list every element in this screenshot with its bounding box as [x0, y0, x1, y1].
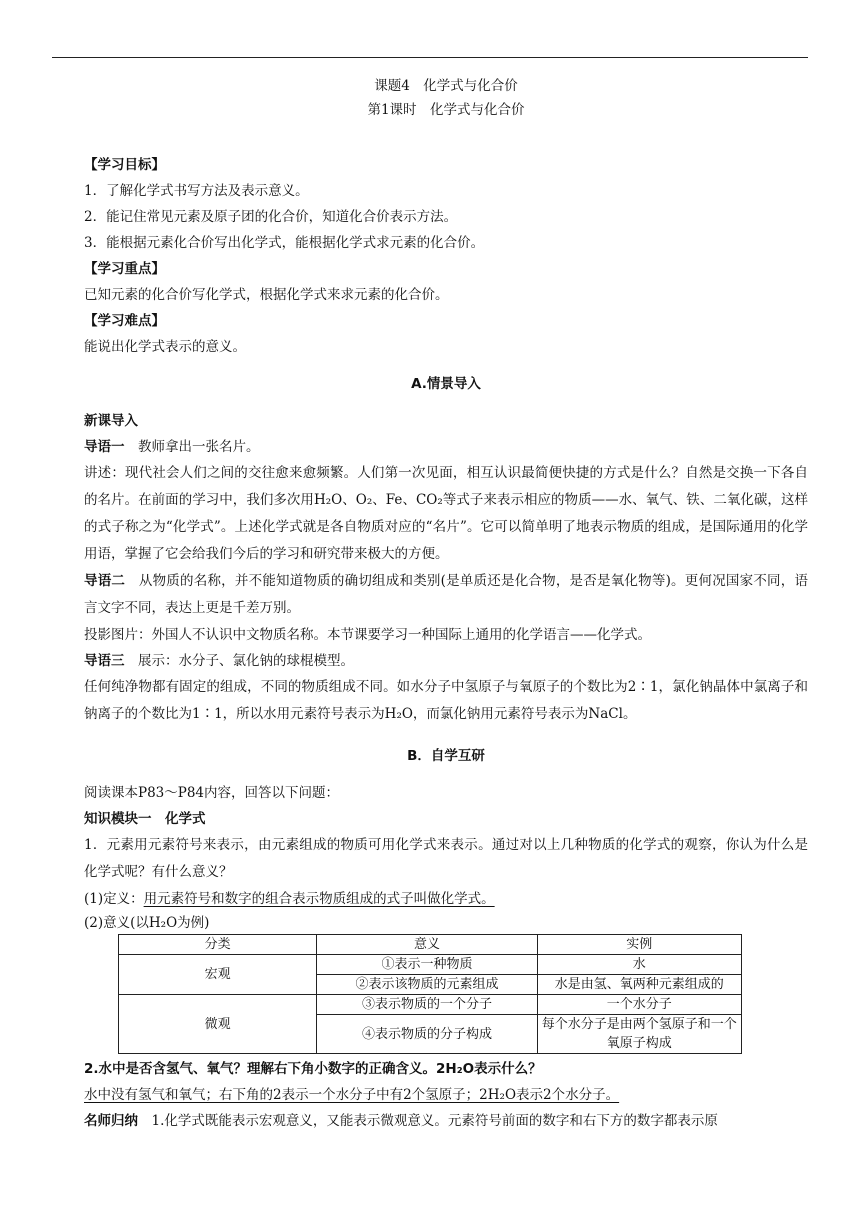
- pure-substance-paragraph: 任何纯净物都有固定的组成，不同的物质组成不同。如水分子中氢原子与氧原子的个数比为2∶1，氯化钠晶体中氯离子和钠离子的个数比为1∶1，所以水用元素符号表示为H₂O，而氯化钠用元素符号表示为NaCl。: [84, 679, 808, 722]
- module-label: 知识模块一 化学式: [84, 811, 206, 827]
- question-1: 1．元素用元素符号来表示，由元素组成的物质可用化学式来表示。通过对以上几种物质的化学式的观察，你认为什么是化学式呢？有什么意义？: [84, 837, 808, 880]
- guide3-label: 导语三: [84, 653, 125, 669]
- table-cell-example: 一个水分子: [537, 995, 741, 1015]
- definition-answer: 用元素符号和数字的组合表示物质组成的式子叫做化学式。: [143, 891, 495, 907]
- table-cell-example: 水是由氢、氧两种元素组成的: [537, 975, 741, 995]
- table-header: 实例: [537, 935, 741, 955]
- table-cell-meaning: ④表示物质的分子构成: [317, 1015, 537, 1054]
- section-a-heading: A.情景导入: [411, 376, 481, 392]
- table-header: 分类: [119, 935, 317, 955]
- intro-label: 新课导入: [84, 413, 138, 429]
- summary-label: 名师归纳: [84, 1113, 138, 1129]
- table-header-row: [119, 935, 742, 955]
- meaning-table: [118, 934, 742, 1054]
- guide3-text: 展示：水分子、氯化钠的球棍模型。: [124, 653, 354, 669]
- table-cell-meaning: ③表示物质的一个分子: [317, 995, 537, 1015]
- lecture-paragraph: 讲述：现代社会人们之间的交往愈来愈频繁。人们第一次见面，相互认识最简便快捷的方式是什么？自然是交换一下各自的名片。在前面的学习中，我们多次用H₂O、O₂、Fe、CO₂等式子来表示相应的物质——水、氧气、铁、二氧化碳，这样的式子称之为“化学式”。上述化学式就是各自物质对应的“名片”。它可以简单明了地表示物质的组成，是国际通用的化学用语，掌握了它会给我们今后的学习和研究带来极大的方便。: [84, 465, 808, 562]
- objective-item-3: 3．能根据元素化合价写出化学式，能根据化学式求元素的化合价。: [84, 235, 485, 251]
- table-row: [119, 955, 742, 975]
- question-2-answer: 水中没有氢气和氧气；右下角的2表示一个水分子中有2个氢原子；2H₂O表示2个水分子。: [84, 1087, 620, 1103]
- table-row: [119, 995, 742, 1015]
- table-cell-example: 每个水分子是由两个氢原子和一个氧原子构成: [537, 1015, 741, 1054]
- definition-label: (1)定义：: [84, 891, 144, 907]
- table-cell-meaning: ①表示一种物质: [317, 955, 537, 975]
- difficulties-text: 能说出化学式表示的意义。: [84, 339, 246, 355]
- top-rule: [52, 57, 808, 58]
- table-cell-category: 宏观: [119, 955, 317, 995]
- section-b-heading: B．自学互研: [407, 748, 485, 764]
- summary-text: 1.化学式既能表示宏观意义，又能表示微观意义。元素符号前面的数字和右下方的数字都表示原: [138, 1113, 718, 1129]
- difficulties-heading: 【学习难点】: [84, 313, 165, 329]
- projection-text: 投影图片：外国人不认识中文物质名称。本节课要学习一种国际上通用的化学语言——化学式。: [84, 627, 651, 643]
- lesson-title: 课题4 化学式与化合价: [374, 78, 518, 94]
- key-points-heading: 【学习重点】: [84, 261, 165, 277]
- key-points-text: 已知元素的化合价写化学式，根据化学式来求元素的化合价。: [84, 287, 449, 303]
- lesson-subtitle: 第1课时 化学式与化合价: [367, 102, 525, 118]
- question-2: 2.水中是否含氢气、氧气？理解右下角小数字的正确含义。2H₂O表示什么？: [84, 1061, 542, 1077]
- objective-item-1: 1．了解化学式书写方法及表示意义。: [84, 183, 309, 199]
- meaning-label: (2)意义(以H₂O为例): [84, 915, 210, 931]
- guide2-text: 从物质的名称，并不能知道物质的确切组成和类别(是单质还是化合物，是否是氧化物等)。更何况国家不同，语言文字不同，表达上更是千差万别。: [84, 573, 808, 616]
- guide2-label: 导语二: [84, 573, 126, 589]
- table-cell-category: 微观: [119, 995, 317, 1054]
- table-cell-meaning: ②表示该物质的元素组成: [317, 975, 537, 995]
- document-page: [84, 74, 808, 1134]
- objectives-heading: 【学习目标】: [84, 157, 165, 173]
- table-cell-example: 水: [537, 955, 741, 975]
- table-header: 意义: [317, 935, 537, 955]
- guide1-text: 教师拿出一张名片。: [124, 439, 260, 455]
- guide1-label: 导语一: [84, 439, 125, 455]
- objective-item-2: 2．能记住常见元素及原子团的化合价，知道化合价表示方法。: [84, 209, 458, 225]
- reading-instruction: 阅读课本P83～P84内容，回答以下问题：: [84, 785, 340, 801]
